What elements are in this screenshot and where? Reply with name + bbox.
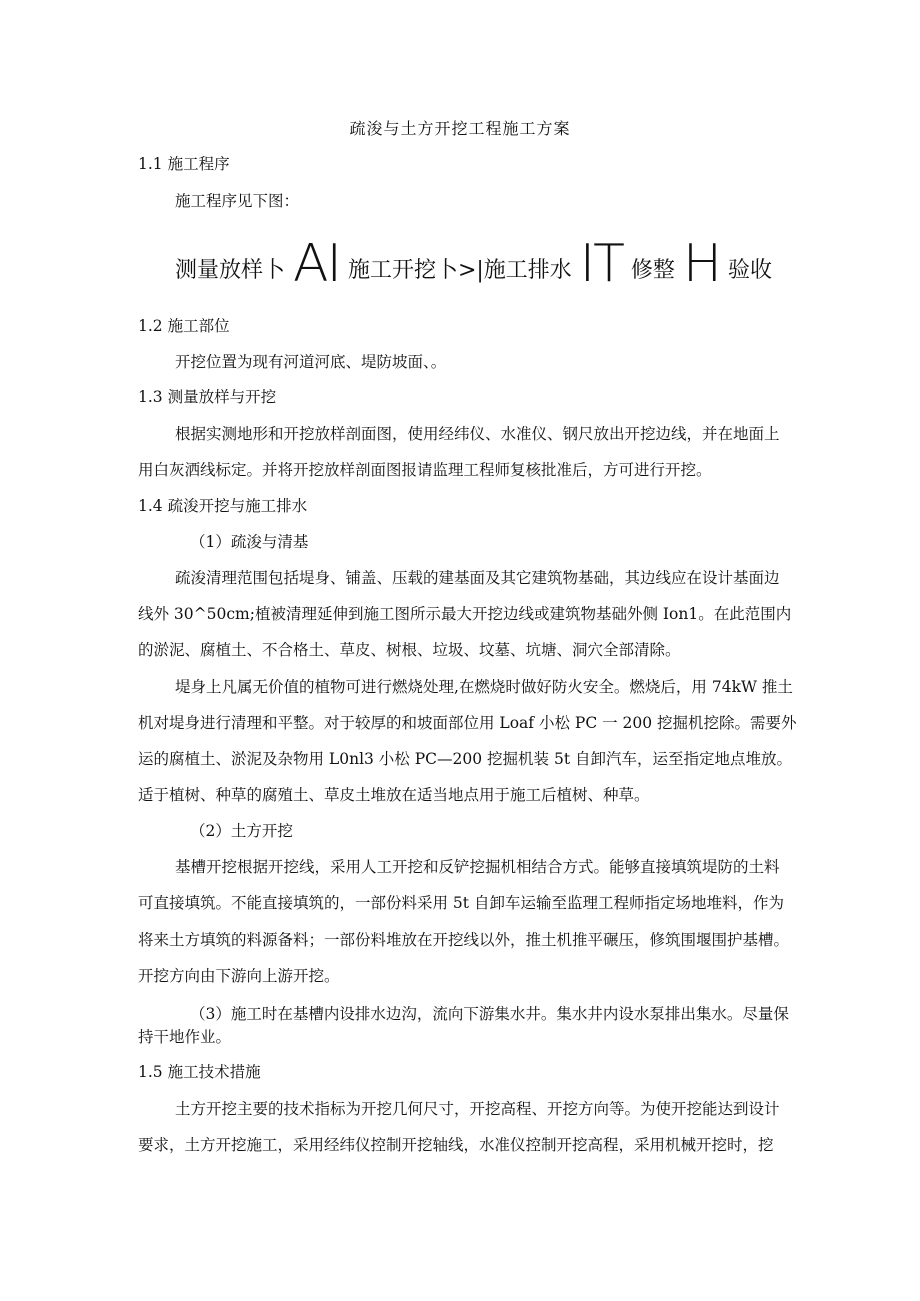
paragraph-text: 机对堤身进行清理和平整。对于较厚的和坡面部位用 Loaf 小松 PC 一 200 挖掘机挖除。需要外 [138, 714, 797, 732]
paragraph-text: 可直接填筑。不能直接填筑的，一部份料采用 5t 自卸车运输至监理工程师指定场地堆料，作为 [138, 894, 784, 912]
paragraph-text: 持干地作业。 [138, 1028, 232, 1046]
paragraph-text: 运的腐植土、淤泥及杂物用 L0nl3 小松 PC—200 挖掘机装 5t 自卸汽车，运至指定地点堆放。 [138, 750, 792, 768]
paragraph-text: 要求，土方开挖施工，采用经纬仪控制开挖轴线，水准仪控制开挖高程，采用机械开挖时，挖 [138, 1136, 774, 1154]
paragraph-text: 线外 30^50cm;植被清理延伸到施工图所示最大开挖边线或建筑物基础外侧 Ion1。在此范围内 [138, 605, 792, 623]
subsection-heading: （2）土方开挖 [190, 822, 293, 840]
section-heading-1-2: 1.2 施工部位 [138, 317, 230, 335]
document-title: 疏浚与土方开挖工程施工方案 [349, 119, 571, 138]
paragraph-text: 疏浚清理范围包括堤身、铺盖、压载的建基面及其它建筑物基础，其边线应在设计基面边 [175, 569, 780, 587]
section-heading-1-5: 1.5 施工技术措施 [138, 1063, 261, 1081]
section-heading-1-3: 1.3 测量放样与开挖 [138, 388, 277, 406]
subsection-heading: （1）疏浚与清基 [190, 533, 309, 551]
flow-step-accept: 验收 [728, 258, 773, 283]
paragraph-text: 土方开挖主要的技术指标为开挖几何尺寸，开挖高程、开挖方向等。为使开挖能达到设计 [175, 1100, 780, 1118]
paragraph-text: 基槽开挖根据开挖线，采用人工开挖和反铲挖掘机相结合方式。能够直接填筑堤防的土料 [175, 858, 780, 876]
flow-step-drainage: |施工排水 [476, 258, 572, 283]
paragraph-text: 将来土方填筑的料源备料；一部份料堆放在开挖线以外，推土机推平碾压，修筑围堰围护基槽。 [138, 931, 790, 949]
paragraph-text: 用白灰洒线标定。并将开挖放样剖面图报请监理工程师复核批准后，方可进行开挖。 [138, 461, 712, 479]
flow-step-excavate: 施工开挖卜> [347, 258, 477, 283]
flow-arrow-glyph: H [682, 234, 721, 294]
flow-step-trim: 修整 [630, 258, 675, 283]
paragraph-text: 开挖方向由下游向上游开挖。 [138, 967, 340, 985]
paragraph-text: 的淤泥、腐植土、不合格土、草皮、树根、垃圾、坟墓、坑塘、洞穴全部清除。 [138, 641, 681, 659]
flow-arrow-glyph: AI [293, 234, 340, 294]
paragraph-text: 根据实测地形和开挖放样剖面图，使用经纬仪、水准仪、钢尺放出开挖边线，并在地面上 [175, 425, 780, 443]
section-heading-1-4: 1.4 疏浚开挖与施工排水 [138, 497, 308, 515]
paragraph-text: 施工程序见下图： [175, 192, 300, 210]
section-heading-1-1: 1.1 施工程序 [138, 155, 230, 173]
paragraph-text: 适于植树、种草的腐殖土、草皮土堆放在适当地点用于施工后植树、种草。 [138, 786, 650, 804]
paragraph-text: 堤身上凡属无价值的植物可进行燃烧处理,在燃烧时做好防火安全。燃烧后，用 74kW 推土 [175, 678, 793, 696]
paragraph-text: （3）施工时在基槽内设排水边沟，流向下游集水井。集水井内设水泵排出集水。尽量保 [190, 1005, 789, 1023]
flow-step-survey: 测量放样卜 [175, 258, 286, 283]
paragraph-text: 开挖位置为现有河道河底、堤防坡面、。 [175, 353, 447, 371]
flow-arrow-glyph: IT [579, 234, 623, 294]
process-flow-diagram [175, 234, 772, 301]
